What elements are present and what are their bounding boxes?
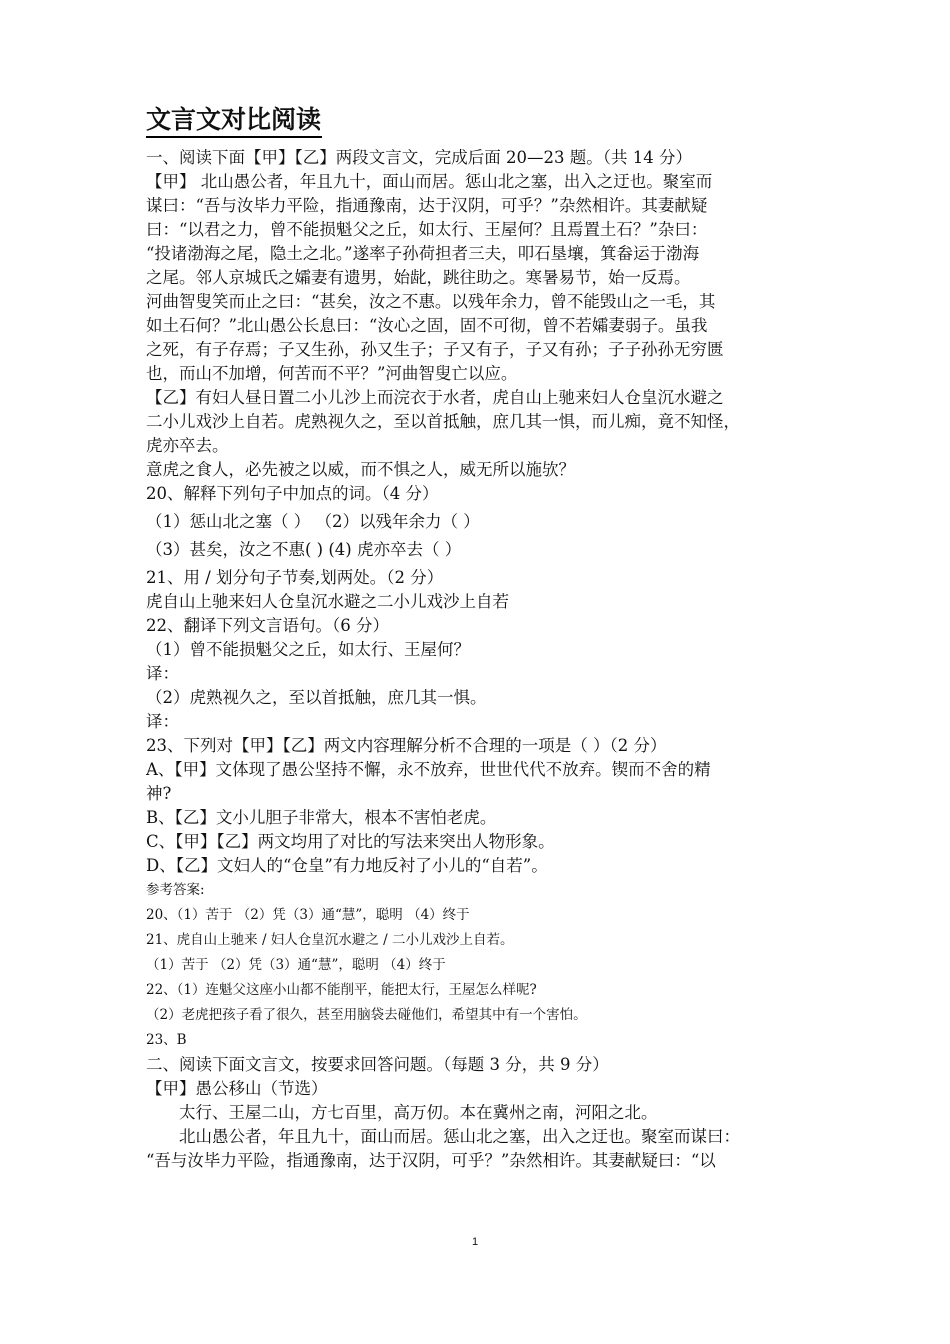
q22-translation-label: 译：: [146, 664, 179, 683]
page-title: 文言文对比阅读: [146, 105, 322, 134]
q23-option-c: C、【甲】【乙】两文均用了对比的写法来突出人物形象。: [146, 832, 555, 851]
q20-stem: 20、解释下列句子中加点的词。（4 分）: [146, 484, 439, 503]
jia-line: 也，而山不加增，何苦而不平？”河曲智叟亡以应。: [146, 364, 518, 383]
q23-option-b: B、【乙】文小儿胆子非常大，根本不害怕老虎。: [146, 808, 497, 827]
answer-22-2: （2）老虎把孩子看了很久，甚至用脑袋去碰他们，希望其中有一个害怕。: [146, 1007, 587, 1023]
answer-21-extra: （1）苦于 （2）凭（3）通“慧”，聪明 （4）终于: [146, 957, 446, 973]
q21-stem: 21、用 / 划分句子节奏,划两处。（2 分）: [146, 568, 444, 587]
q22-translation-label: 译：: [146, 712, 179, 731]
yi-line: 二小儿戏沙上自若。虎熟视久之，至以首抵触，庶几其一惧，而儿痴，竟不知怪，: [146, 412, 740, 431]
q23-option-a: A、【甲】文体现了愚公坚持不懈，永不放弃，世世代代不放弃。锲而不舍的精: [146, 760, 711, 779]
document-body: [146, 146, 826, 1173]
section2-heading: 【甲】愚公移山（节选）: [146, 1079, 328, 1098]
q20-line2: （3）甚矣，汝之不惠( ) (4) 虎亦卒去（ ）: [146, 540, 462, 559]
q23-option-a-cont: 神?: [146, 784, 172, 803]
section2-paragraph: 北山愚公者，年且九十，面山而居。惩山北之塞，出入之迂也。聚室而谋曰：: [179, 1127, 740, 1146]
answer-21: 21、虎自山上驰来 / 妇人仓皇沉水避之 / 二小儿戏沙上自若。: [146, 932, 514, 948]
yi-line: 虎亦卒去。: [146, 436, 229, 455]
section2-paragraph-cont: “吾与汝毕力平险，指通豫南，达于汉阴，可乎？”杂然相许。其妻献疑曰：“以: [146, 1151, 716, 1170]
title-underline: [146, 136, 322, 138]
jia-line: 之尾。邻人京城氏之孀妻有遗男，始龀，跳往助之。寒暑易节，始一反焉。: [146, 268, 691, 287]
jia-line: 之死，有子存焉；子又生孙，孙又生子；子又有子，子又有孙；子子孙孙无穷匮: [146, 340, 724, 359]
jia-line: 曰：“以君之力，曾不能损魁父之丘，如太行、王屋何？且焉置土石？”杂曰：: [146, 220, 708, 239]
answer-20: 20、（1）苦于 （2）凭（3）通“慧”，聪明 （4）终于: [146, 907, 470, 923]
section1-instruction: 一、阅读下面【甲】【乙】两段文言文，完成后面 20—23 题。（共 14 分）: [146, 148, 692, 167]
jia-line: “投诸渤海之尾，隐土之北。”遂率子孙荷担者三夫，叩石垦壤，箕畚运于渤海: [146, 244, 700, 263]
section2-instruction: 二、阅读下面文言文，按要求回答问题。（每题 3 分，共 9 分）: [146, 1055, 609, 1074]
q22-stem: 22、翻译下列文言语句。（6 分）: [146, 616, 389, 635]
answer-23: 23、B: [146, 1032, 187, 1048]
answer-22-1: 22、（1）连魁父这座小山都不能削平，能把太行，王屋怎么样呢?: [146, 982, 537, 998]
jia-line: 如土石何？”北山愚公长息曰：“汝心之固，固不可彻，曾不若孀妻弱子。虽我: [146, 316, 708, 335]
q22-sentence1: （1）曾不能损魁父之丘，如太行、王屋何？: [146, 640, 470, 659]
jia-line: 河曲智叟笑而止之曰：“甚矣，汝之不惠。以残年余力，曾不能毁山之一毛，其: [146, 292, 716, 311]
q23-stem: 23、下列对【甲】【乙】两文内容理解分析不合理的一项是（ ）（2 分）: [146, 736, 667, 755]
q21-sentence: 虎自山上驰来妇人仓皇沉水避之二小儿戏沙上自若: [146, 592, 509, 611]
yi-line: 意虎之食人，必先被之以威，而不惧之人，威无所以施欤？: [146, 460, 575, 479]
jia-line: 谋曰：“吾与汝毕力平险，指通豫南，达于汉阴，可乎？”杂然相许。其妻献疑: [146, 196, 708, 215]
q22-sentence2: （2）虎熟视久之，至以首抵触，庶几其一惧。: [146, 688, 487, 707]
yi-line: 【乙】有妇人昼日置二小儿沙上而浣衣于水者，虎自山上驰来妇人仓皇沉水避之: [146, 388, 724, 407]
section2-paragraph: 太行、王屋二山，方七百里，高万仞。本在冀州之南，河阳之北。: [179, 1103, 658, 1122]
answers-label: 参考答案:: [146, 882, 205, 898]
jia-line: 【甲】 北山愚公者，年且九十，面山而居。惩山北之塞，出入之迂也。聚室而: [146, 172, 713, 191]
q20-line1: （1）惩山北之塞（ ） （2）以残年余力（ ）: [146, 512, 480, 531]
q23-option-d: D、【乙】文妇人的“仓皇”有力地反衬了小儿的“自若”。: [146, 856, 548, 875]
page-number: 1: [471, 1236, 479, 1248]
